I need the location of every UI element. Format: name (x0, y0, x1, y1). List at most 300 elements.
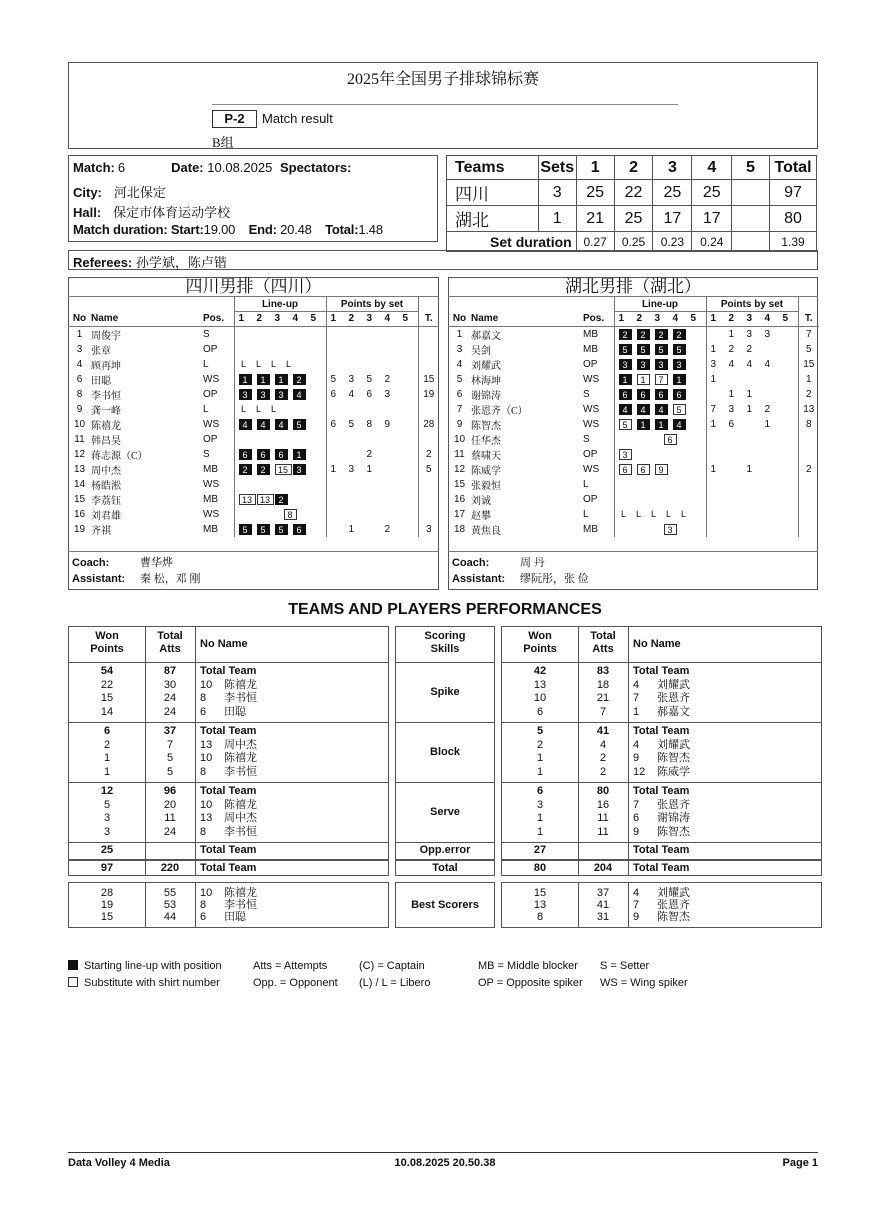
total-header: Total (770, 156, 817, 180)
player-total: 13 (798, 402, 819, 417)
player-total: 15 (418, 372, 439, 387)
assistant-name: 缪阮彤，张 俭 (520, 573, 589, 585)
team-b-best-scorer-name: 刘耀武 (657, 887, 690, 899)
team-b-block-player-name: 陈智杰 (657, 752, 690, 764)
points-set-2: 2 (348, 313, 355, 325)
player-row (448, 326, 819, 342)
player-points (706, 357, 798, 372)
set-points: 3 (728, 403, 735, 415)
team-a-best-scorer-name: 陈禧龙 (224, 887, 257, 899)
lineup-set-3: 3 (274, 313, 281, 325)
legend-atts: Atts = Attempts (253, 960, 328, 972)
points-set-5: 5 (402, 313, 409, 325)
team-a-block-total-label: Total Team (200, 725, 257, 737)
team-a-serve-total-label: Total Team (200, 785, 257, 797)
coach-name: 曹华烨 (140, 557, 173, 569)
team-b-no-name-header: No Name (633, 638, 681, 650)
player-name: 张恩齐（C） (471, 405, 528, 417)
set-points: 4 (348, 388, 355, 400)
team-a-serve-player-atts: 24 (163, 825, 177, 838)
set-points: 1 (348, 523, 355, 535)
player-number: 6 (76, 373, 83, 385)
team-b-block-player-atts: 2 (599, 765, 607, 778)
team-a-roster (68, 277, 439, 585)
lineup-mark: 3 (664, 524, 677, 535)
set-points: 4 (728, 358, 735, 370)
player-position: OP (583, 493, 598, 505)
set-points: 1 (710, 373, 717, 385)
points-set-numbers (706, 312, 798, 327)
match-info (73, 160, 433, 242)
row-divider (501, 782, 822, 783)
player-name: 陈禧龙 (91, 420, 121, 432)
player-name: 郝嘉文 (471, 330, 501, 342)
name-header: Name (471, 313, 499, 325)
player-row (448, 507, 819, 522)
spectators-label: Spectators: (279, 160, 352, 175)
coach-label: Coach: (452, 557, 490, 569)
team-a-serve-player-won: 3 (103, 825, 111, 838)
player-position: L (203, 358, 209, 370)
team-b-serve-player-number: 6 (633, 812, 640, 824)
team-b-serve-total-label: Total Team (633, 785, 690, 797)
team-b-block-player-name: 陈威学 (657, 765, 690, 778)
team-b-best-scorer-atts: 41 (596, 899, 610, 911)
team-b-best-scorer-name: 陈智杰 (657, 911, 690, 923)
player-total: 19 (418, 387, 439, 402)
points-set-5: 5 (782, 313, 789, 325)
lineup-mark: L (240, 403, 246, 414)
t-header: T. (418, 312, 439, 327)
duration-set5 (732, 232, 770, 252)
lineup-mark: 1 (673, 374, 686, 385)
points-set-1: 1 (330, 313, 337, 325)
player-total: 8 (798, 417, 819, 432)
city: 河北保定 (113, 185, 166, 200)
lineup-set-5: 5 (310, 313, 317, 325)
player-name: 龚一峰 (91, 405, 121, 417)
set-duration-row (447, 232, 817, 252)
player-number: 14 (73, 478, 86, 490)
player-total: 3 (418, 522, 439, 537)
team-b-spike-player-name: 郝嘉文 (657, 705, 690, 718)
team-a-spike-player-atts: 24 (163, 705, 177, 718)
column-divider (195, 882, 196, 928)
column-divider (145, 626, 146, 876)
set-points: 8 (366, 418, 373, 430)
lineup-mark: 6 (637, 389, 650, 400)
player-row (68, 492, 439, 507)
player-row (68, 357, 439, 372)
lineup-mark: 1 (619, 374, 632, 385)
teams-header: Teams (447, 156, 539, 180)
team-a-won-points-header: Won Points (90, 630, 124, 655)
team-b-block-total-atts: 41 (596, 725, 610, 737)
team-a-spike-player-number: 6 (200, 705, 207, 718)
player-number: 18 (453, 523, 466, 535)
set-points: 3 (710, 358, 717, 370)
team-b-spike-player-atts: 21 (596, 692, 610, 704)
set-points: 6 (366, 388, 373, 400)
set-points: 3 (384, 388, 391, 400)
player-points (706, 432, 798, 447)
player-points (326, 432, 418, 447)
lineup-mark: 4 (239, 419, 252, 430)
lineup-set-2: 2 (636, 313, 643, 325)
set-points: 2 (746, 343, 753, 355)
player-row (68, 522, 439, 537)
points-set-3: 3 (746, 313, 753, 325)
player-row (68, 507, 439, 522)
player-total: 2 (798, 462, 819, 477)
skill-serve: Serve (430, 806, 460, 818)
player-position: OP (203, 343, 218, 355)
legend-opp: Opp. = Opponent (253, 977, 338, 989)
player-total (418, 326, 439, 342)
column-divider (578, 882, 579, 928)
player-lineup (614, 507, 706, 522)
legend-sub: Substitute with shirt number (84, 977, 220, 989)
team-a-best-scorer-won: 28 (100, 887, 114, 899)
player-row (68, 477, 439, 492)
player-lineup (614, 522, 706, 537)
team-a-opp-error-label: Total Team (200, 844, 257, 856)
team-b-title: 湖北男排（湖北） (448, 277, 818, 297)
player-total (798, 432, 819, 447)
team-b-best-scorer-name: 张恩齐 (657, 899, 690, 911)
lineup-mark: 2 (257, 464, 270, 475)
lineup-mark: 4 (275, 419, 288, 430)
player-total (418, 492, 439, 507)
points-header: Points by set (326, 297, 418, 312)
score-sets-a: 3 (538, 180, 576, 206)
player-points (326, 447, 418, 462)
row-divider (395, 860, 495, 861)
player-row (448, 477, 819, 492)
player-number: 15 (73, 493, 86, 505)
lineup-mark: 2 (239, 464, 252, 475)
player-position: S (583, 433, 590, 445)
team-a-serve-player-number: 13 (200, 812, 213, 824)
player-position: MB (203, 493, 218, 505)
team-b-spike-player-won: 10 (533, 692, 547, 704)
player-lineup (614, 492, 706, 507)
team-a-serve-total-atts: 96 (163, 785, 177, 797)
lineup-mark: 1 (293, 449, 306, 460)
lineup-mark: L (270, 358, 276, 369)
match-number: 6 (117, 160, 126, 175)
player-points (326, 357, 418, 372)
set-points: 1 (366, 463, 373, 475)
player-row (68, 402, 439, 417)
lineup-mark: 1 (239, 374, 252, 385)
team-a-spike-player-atts: 30 (163, 678, 177, 691)
score-a-set2: 22 (614, 180, 653, 206)
player-position: MB (583, 343, 598, 355)
lineup-mark: L (285, 358, 291, 369)
lineup-mark: 3 (673, 359, 686, 370)
player-position: OP (583, 448, 598, 460)
lineup-mark: 3 (239, 389, 252, 400)
team-a-best-scorer-number: 10 (200, 887, 213, 899)
team-b-block-total-won: 5 (536, 725, 544, 737)
team-b-block-player-number: 12 (633, 765, 646, 778)
team-b-roster (448, 277, 818, 585)
player-lineup (234, 447, 326, 462)
lineup-mark: 3 (293, 464, 306, 475)
lineup-mark (269, 509, 279, 520)
team-a-block-player-atts: 7 (166, 738, 174, 751)
player-name: 顾再坤 (91, 360, 121, 372)
hall-label: Hall: (73, 205, 102, 220)
player-number: 11 (74, 433, 85, 445)
player-position: S (583, 388, 590, 400)
team-b-best-scorer-won: 8 (536, 911, 544, 923)
lineup-set-2: 2 (256, 313, 263, 325)
set-points: 1 (764, 418, 771, 430)
player-lineup (614, 432, 706, 447)
points-set-1: 1 (710, 313, 717, 325)
lineup-mark: 8 (284, 509, 297, 520)
lineup-mark: 4 (655, 404, 668, 415)
team-b-serve-player-name: 谢锦涛 (657, 812, 690, 824)
set2-header: 2 (614, 156, 653, 180)
player-position: S (203, 328, 210, 340)
team-b-spike-player-name: 刘耀武 (657, 678, 690, 691)
player-lineup (234, 462, 326, 477)
player-points (706, 492, 798, 507)
lineup-mark: 6 (664, 434, 677, 445)
player-lineup (234, 326, 326, 342)
score-b-total: 80 (770, 206, 817, 232)
player-total (418, 357, 439, 372)
team-a-serve-player-name: 陈禧龙 (224, 798, 257, 811)
assistant-label: Assistant: (72, 573, 126, 585)
set1-header: 1 (576, 156, 614, 180)
player-number: 5 (456, 373, 463, 385)
lineup-mark: 6 (257, 449, 270, 460)
team-b-block-total-label: Total Team (633, 725, 690, 737)
lineup-mark: 13 (239, 494, 256, 505)
team-a-spike-player-name: 陈禧龙 (224, 678, 257, 691)
row-divider (501, 662, 822, 663)
row-divider (395, 782, 495, 783)
t-header: T. (798, 312, 819, 327)
row-divider (395, 842, 495, 843)
team-b-player-table (448, 297, 819, 537)
row-divider (68, 662, 389, 663)
set-points: 1 (710, 343, 717, 355)
player-row (68, 447, 439, 462)
player-points (706, 447, 798, 462)
player-lineup (614, 447, 706, 462)
team-b-spike-total-atts: 83 (596, 665, 610, 677)
legend-captain: (C) = Captain (359, 960, 425, 972)
column-divider (628, 626, 629, 876)
set4-header: 4 (692, 156, 732, 180)
team-b-block-player-name: 刘耀武 (657, 738, 690, 751)
set-points: 3 (348, 463, 355, 475)
date-label: Date: (171, 160, 204, 175)
lineup-mark: L (255, 403, 261, 414)
lineup-mark: 1 (637, 374, 650, 385)
score-b-set2: 25 (614, 206, 653, 232)
player-name: 谢锦涛 (471, 390, 501, 402)
player-points (706, 387, 798, 402)
player-points (326, 402, 418, 417)
team-a-opp-error-won: 25 (100, 844, 114, 856)
player-name: 田聪 (91, 375, 111, 387)
lineup-mark: 6 (619, 389, 632, 400)
team-a-block-total-atts: 37 (163, 725, 177, 737)
player-name: 陈威学 (471, 465, 501, 477)
team-a-spike-player-name: 李书恒 (224, 692, 257, 704)
team-a-best-scorer-name: 李书恒 (224, 899, 257, 911)
row-divider (68, 782, 389, 783)
set-points: 5 (366, 373, 373, 385)
player-position: MB (203, 463, 218, 475)
player-lineup (234, 432, 326, 447)
points-set-numbers (326, 312, 418, 327)
end-time: 20.48 (280, 222, 312, 237)
team-b-best-scorer-won: 15 (533, 887, 547, 899)
player-total (798, 477, 819, 492)
lineup-mark (239, 509, 249, 520)
lineup-mark: L (650, 508, 656, 519)
team-b-spike-player-won: 6 (536, 705, 544, 718)
lineup-set-3: 3 (654, 313, 661, 325)
player-lineup (614, 402, 706, 417)
player-row (68, 342, 439, 357)
player-position: WS (203, 508, 220, 520)
set-points: 4 (746, 358, 753, 370)
player-points (326, 387, 418, 402)
footer-rule (68, 1152, 818, 1153)
set-points: 5 (348, 418, 355, 430)
player-row (448, 387, 819, 402)
player-points (706, 402, 798, 417)
roster-group-header (68, 297, 439, 312)
lineup-mark (619, 434, 629, 445)
player-position: L (583, 478, 589, 490)
team-a-serve-player-won: 5 (103, 798, 111, 811)
player-position: WS (583, 373, 600, 385)
team-a-block-player-number: 13 (200, 738, 213, 751)
player-total: 2 (798, 387, 819, 402)
lineup-mark: 1 (275, 374, 288, 385)
player-position: OP (583, 358, 598, 370)
set-points: 6 (728, 418, 735, 430)
set-points: 2 (764, 403, 771, 415)
player-row (448, 342, 819, 357)
team-b-best-scorer-number: 7 (633, 899, 640, 911)
team-a-block-player-won: 1 (103, 765, 111, 778)
team-b-spike-player-atts: 18 (596, 678, 610, 691)
team-a-spike-player-name: 田聪 (224, 705, 246, 718)
player-total: 5 (798, 342, 819, 357)
player-position: WS (583, 463, 600, 475)
team-b-spike-player-number: 7 (633, 692, 640, 704)
player-lineup (234, 417, 326, 432)
team-b-block-player-atts: 4 (599, 738, 607, 751)
lineup-set-numbers (234, 312, 326, 327)
set-points: 6 (330, 418, 337, 430)
lineup-mark: L (665, 508, 671, 519)
player-points (326, 492, 418, 507)
team-b-serve-player-atts: 11 (597, 812, 609, 824)
assistant-label: Assistant: (452, 573, 506, 585)
legend-sub-item (68, 977, 220, 989)
row-divider (501, 842, 822, 843)
team-b-total-atts: 204 (593, 862, 613, 874)
title-rule (212, 104, 678, 105)
player-lineup (614, 477, 706, 492)
player-name: 张毅恒 (471, 480, 501, 492)
team-b-serve-player-name: 陈智杰 (657, 825, 690, 838)
performances-heading: TEAMS AND PLAYERS PERFORMANCES (288, 601, 602, 618)
set-points: 3 (746, 328, 753, 340)
team-b-best-scorer-atts: 37 (596, 887, 610, 899)
lineup-mark: 13 (257, 494, 274, 505)
legend-libero: (L) / L = Libero (359, 977, 431, 989)
lineup-mark: 3 (619, 449, 632, 460)
player-total (418, 432, 439, 447)
total-label: Total: (325, 222, 359, 237)
lineup-header: Line-up (614, 297, 706, 312)
player-number: 3 (76, 343, 83, 355)
team-a-serve-total-won: 12 (100, 785, 114, 797)
end-label: End: (248, 222, 277, 237)
sets-header: Sets (538, 156, 576, 180)
player-points (326, 372, 418, 387)
legend-mb: MB = Middle blocker (478, 960, 578, 972)
player-points (706, 417, 798, 432)
team-a-block-player-atts: 5 (166, 752, 174, 764)
player-total: 2 (418, 447, 439, 462)
player-name: 吴剑 (471, 345, 491, 357)
player-name: 陈智杰 (471, 420, 501, 432)
lineup-mark: 5 (257, 524, 270, 535)
row-divider (501, 722, 822, 723)
player-total (418, 507, 439, 522)
roster-group-header (448, 297, 819, 312)
player-lineup (614, 326, 706, 342)
score-b-set1: 21 (576, 206, 614, 232)
points-set-4: 4 (764, 313, 771, 325)
player-row (68, 372, 439, 387)
team-a-spike-total-won: 54 (100, 665, 114, 677)
set-points: 2 (728, 343, 735, 355)
no-header: No (452, 313, 467, 325)
team-b-best-scorer-won: 13 (533, 899, 547, 911)
player-number: 3 (456, 343, 463, 355)
player-lineup (234, 507, 326, 522)
duration-set2: 0.25 (614, 232, 653, 252)
team-a-serve-player-atts: 20 (163, 798, 177, 811)
player-lineup (614, 357, 706, 372)
player-total (418, 477, 439, 492)
lineup-mark (634, 524, 644, 535)
lineup-mark: 3 (637, 359, 650, 370)
lineup-mark: 5 (293, 419, 306, 430)
pos-header: Pos. (203, 313, 225, 325)
substitute-square-icon (68, 977, 78, 987)
lineup-mark: 5 (619, 344, 632, 355)
lineup-mark: 15 (275, 464, 292, 475)
legend-ws: WS = Wing spiker (600, 977, 688, 989)
team-a-total-won: 97 (100, 862, 114, 874)
team-a-block-player-name: 陈禧龙 (224, 752, 257, 764)
